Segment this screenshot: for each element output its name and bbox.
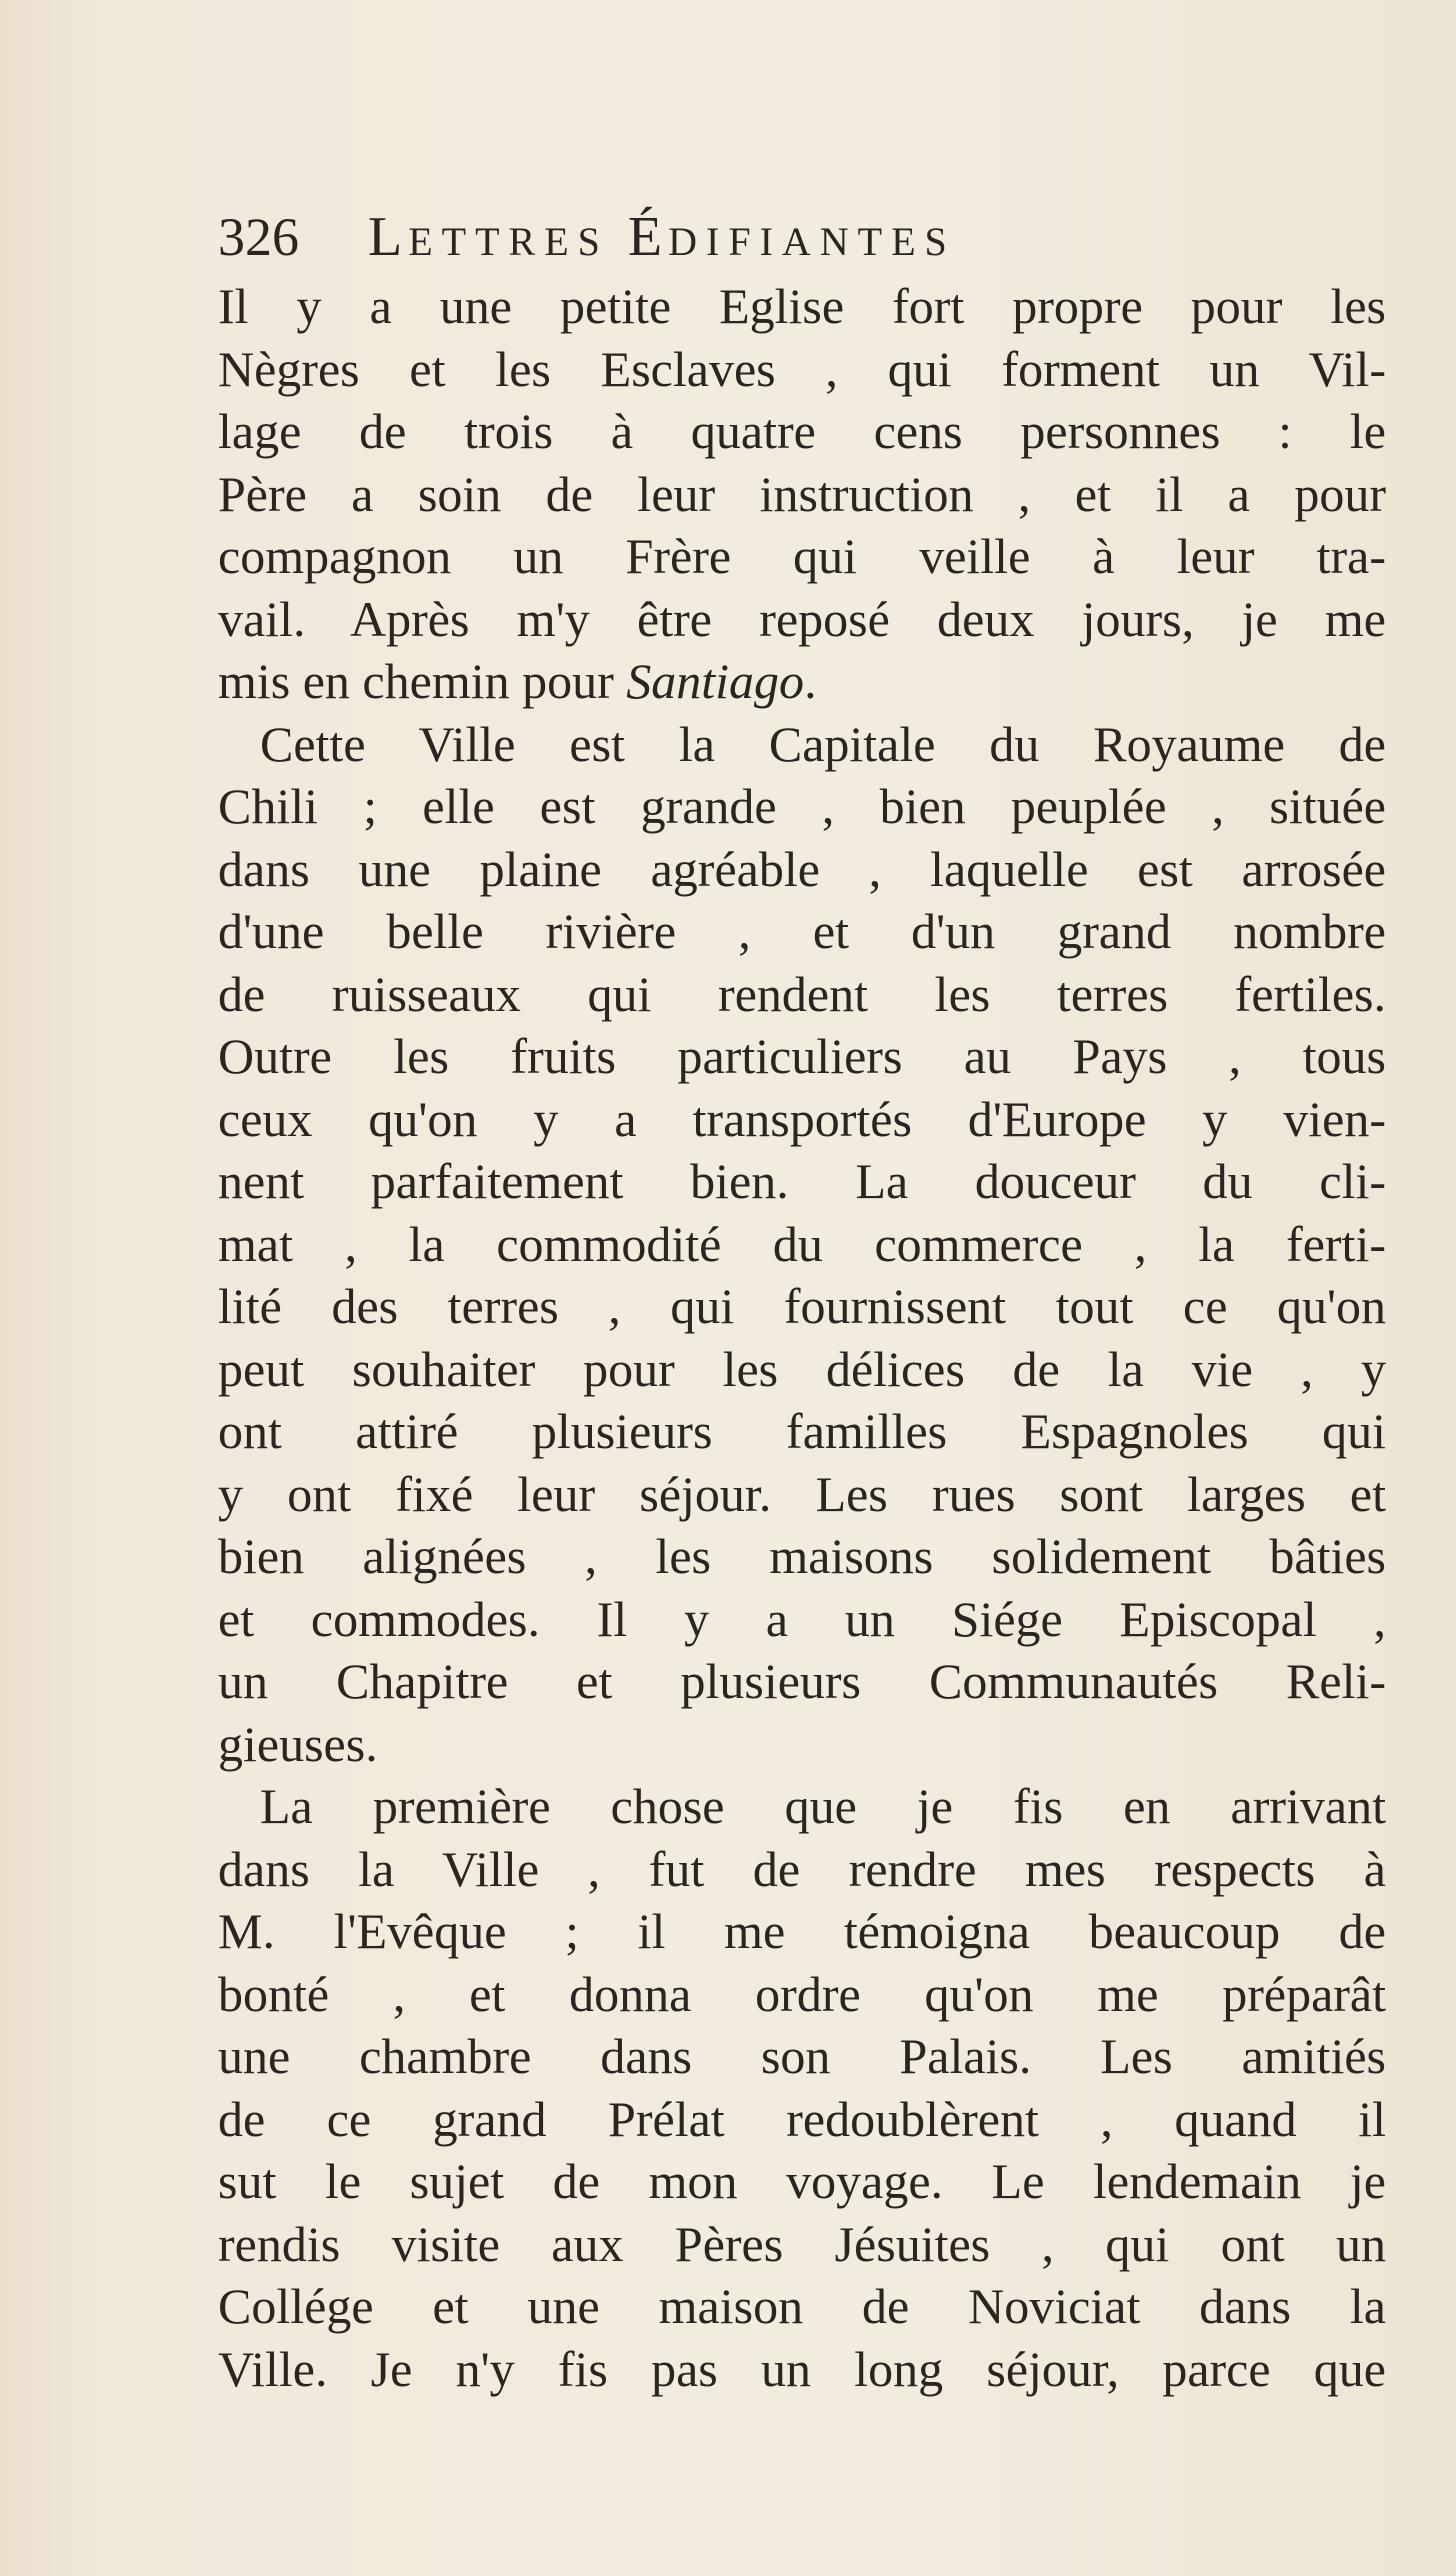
text-line: d'une belle rivière , et d'un grand nombre <box>218 903 1386 959</box>
text-line: bien alignées , les maisons solidement bâties <box>218 1528 1386 1584</box>
running-title <box>368 205 956 269</box>
text-line: La première chose que je fis en arrivant <box>260 1778 1386 1834</box>
text-line: Ville. Je n'y fis pas un long séjour, parce que <box>218 2340 1386 2397</box>
text-line: sut le sujet de mon voyage. Le lendemain je <box>218 2153 1386 2209</box>
running-title-rest-2: DIFIANTES <box>668 219 956 264</box>
text-line: mat , la commodité du commerce , la ferti- <box>218 1215 1386 1272</box>
text-line: de ruisseaux qui rendent les terres fertiles. <box>218 965 1386 1022</box>
text-line: lage de trois à quatre cens personnes : le <box>218 403 1386 459</box>
text-line: dans la Ville , fut de rendre mes respects à <box>218 1840 1386 1897</box>
text-line: et commodes. Il y a un Siége Episcopal , <box>218 1590 1386 1647</box>
text-line: Père a soin de leur instruction , et il a pour <box>218 465 1386 522</box>
text-line: ont attiré plusieurs familles Espagnoles qui <box>218 1403 1386 1459</box>
text-line: peut souhaiter pour les délices de la vie , y <box>218 1340 1386 1397</box>
page-number: 326 <box>218 207 299 267</box>
text-line: ceux qu'on y a transportés d'Europe y vien- <box>218 1090 1386 1147</box>
text-line <box>218 650 1386 713</box>
text-line: Cette Ville est la Capitale du Royaume de <box>260 715 1386 772</box>
text-line: Outre les fruits particuliers au Pays , tous <box>218 1028 1386 1084</box>
text-line: compagnon un Frère qui veille à leur tra- <box>218 528 1386 584</box>
text-line: Nègres et les Esclaves , qui forment un Vil- <box>218 340 1386 397</box>
text-line: y ont fixé leur séjour. Les rues sont larges et <box>218 1465 1386 1522</box>
text-line: bonté , et donna ordre qu'on me préparât <box>218 1965 1386 2022</box>
text-line: gieuses. <box>218 1715 378 1772</box>
running-head <box>218 205 1386 275</box>
text-line: vail. Après m'y être reposé deux jours, je me <box>218 590 1386 647</box>
text-line: nent parfaitement bien. La douceur du cli- <box>218 1153 1386 1209</box>
place-name-santiago: Santiago <box>626 653 805 709</box>
text-line: dans une plaine agréable , laquelle est arrosée <box>218 840 1386 897</box>
running-title-initial-2: É <box>627 206 669 268</box>
running-title-rest-1: ETTRES <box>408 219 628 264</box>
text-line: une chambre dans son Palais. Les amitiés <box>218 2028 1386 2084</box>
text-line-start: mis en chemin pour <box>218 653 627 709</box>
text-line: lité des terres , qui fournissent tout ce qu'on <box>218 1278 1386 1334</box>
text-line: M. l'Evêque ; il me témoigna beaucoup de <box>218 1903 1386 1959</box>
text-line: de ce grand Prélat redoublèrent , quand il <box>218 2090 1386 2147</box>
text-line-end: . <box>804 653 817 709</box>
running-title-initial: L <box>368 206 409 268</box>
text-line: rendis visite aux Pères Jésuites , qui ont un <box>218 2215 1386 2272</box>
text-line: Collége et une maison de Noviciat dans la <box>218 2278 1386 2334</box>
text-line: Chili ; elle est grande , bien peuplée , située <box>218 778 1386 834</box>
text-line: un Chapitre et plusieurs Communautés Reli- <box>218 1653 1386 1709</box>
text-block <box>218 205 1386 2400</box>
text-line: Il y a une petite Eglise fort propre pour les <box>218 278 1386 334</box>
